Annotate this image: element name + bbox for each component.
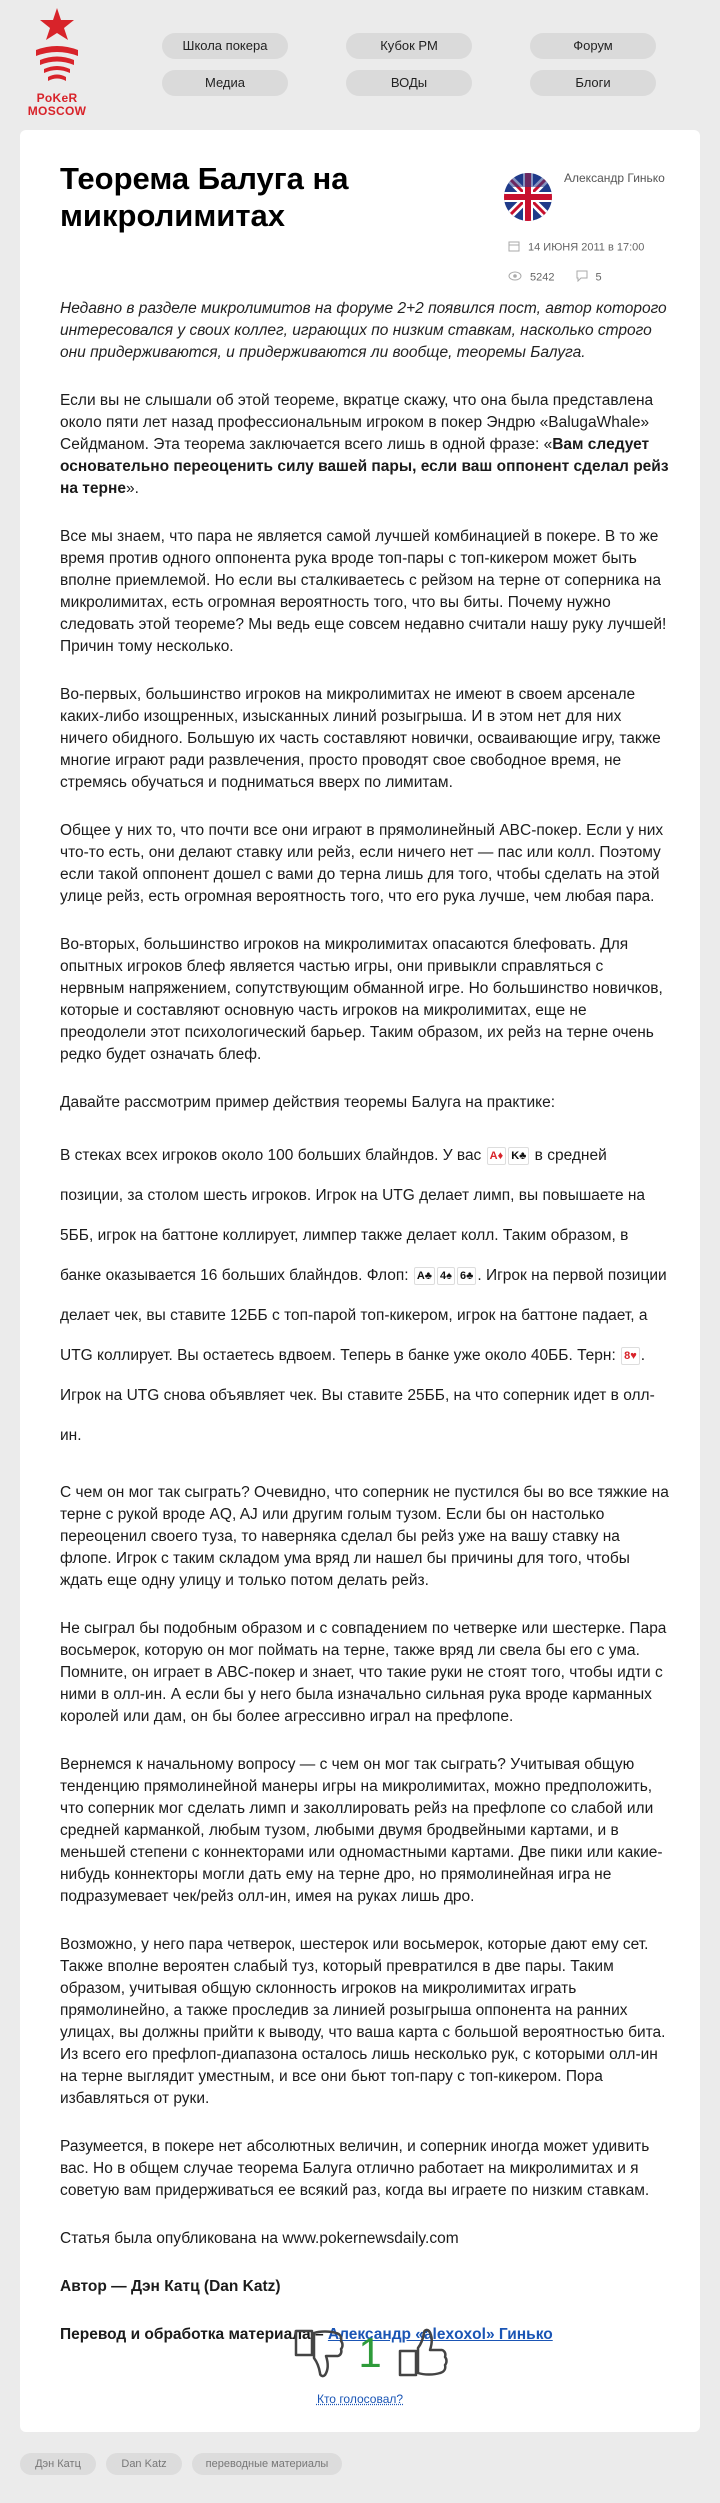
hole-cards [486, 1147, 531, 1164]
playing-card: 6♣ [457, 1267, 476, 1285]
playing-card: A♦ [487, 1147, 507, 1165]
source-note: Статья была опубликована на www.pokernewsdaily.com [60, 2230, 459, 2247]
tag-item[interactable]: переводные материалы [192, 2453, 342, 2475]
comment-icon[interactable] [576, 270, 588, 285]
nav-media[interactable]: Медиа [162, 70, 288, 96]
vote-widget [290, 2325, 450, 2385]
article-title: Теорема Балуга на микролимитах [60, 161, 349, 233]
paragraph: Если вы не слышали об этой теореме, вкратце скажу, что она была представлена около пяти лет назад профессиональным игроком в покер Эндрю «BalugaWhale» Сейдманом. Эта теорема заключается всего лишь в одной фразе: «Вам следует основательно переоценить силу вашей пары, если ваш оппонент сделал рейз на терне». [60, 392, 669, 497]
translator-link[interactable]: Александр «alexoxol» Гинько [327, 2326, 553, 2343]
author-avatar[interactable] [504, 173, 552, 221]
playing-card: 8♥ [621, 1347, 640, 1365]
paragraph: Все мы знаем, что пара не является самой лучшей комбинацией в покере. В то же время против одного оппонента рука вроде топ-пары с топ-кикером может быть вполне приемлемой. Но если вы сталкиваетесь с рейзом на терне от соперника на микролимитах, есть огромная вероятность того, что вы биты. Почему нужно следовать этой теореме? Мы ведь еще совсем недавно считали нашу руку лучшей! Причин тому несколько. [60, 528, 667, 655]
paragraph: Давайте рассмотрим пример действия теоремы Балуга на практике: [60, 1094, 556, 1111]
paragraph: Во-первых, большинство игроков на микролимитах не имеют в своем арсенале каких-либо изощренных, изысканных линий розыгрыша. И в этом нет для них ничего обидного. Большую их часть составляют новички, осваивающие игру, также многие играют ради развлечения, просто проводят свое свободное время, не стремясь обучаться и подниматься вверх по лимитам. [60, 686, 661, 791]
paragraph: Разумеется, в покере нет абсолютных величин, и соперник иногда может удивить вас. Но в общем случае теорема Балуга отлично работает на микролимитах и я советую вам придерживаться ее всякий раз, когда вы играете по низким ставкам. [60, 2138, 650, 2199]
paragraph: Вернемся к начальному вопросу — с чем он мог так сыграть? Учитывая общую тенденцию прямолинейной манеры игры на микролимитах, можно предположить, что соперник мог сделать лимп и заколлировать рейз на префлопе со слабой или средней карманкой, любым тузом, любыми двумя бродвейными картами, и в меньшей степени с коннекторами или одномастными картами. Две пики или какие-нибудь коннекторы могли дать ему на терне дро, но прямолинейная игра не подразумевает чек/рейз олл-ин, имея на руках лишь дро. [60, 1756, 663, 1905]
nav-blogs[interactable]: Блоги [530, 70, 656, 96]
nav-vods[interactable]: ВОДы [346, 70, 472, 96]
paragraph: Во-вторых, большинство игроков на микролимитах опасаются блефовать. Для опытных игроков блеф является частью игры, они привыкли справляться с нервным напряжением, сопутствующим обманной игре. Но большинство новичков, которые и составляют основную часть игроков на микролимитах, еще не преодолели этот психологический барьер. Таким образом, их рейз на терне очень редко будет означать блеф. [60, 936, 663, 1063]
logo-emblem-icon [22, 6, 92, 92]
turn-card [620, 1347, 641, 1364]
thumbs-up-icon[interactable] [394, 2325, 450, 2381]
flop-cards [413, 1267, 477, 1284]
credit-author: Автор — Дэн Катц (Dan Katz) [60, 2278, 281, 2295]
logo-text: PoKeR MOSCOW [27, 91, 87, 118]
site-logo[interactable] [22, 6, 92, 126]
hand-example-paragraph: В стеках всех игроков около 100 больших блайндов. У вас A♦ K♣ в средней позиции, за столом шесть игроков. Игрок на UTG делает лимп, вы повышаете на 5ББ, игрок на баттоне коллирует, лимпер также делает колл. Таким образом, в банке оказывается 16 больших блайндов. Флоп: A♣ 4♠ 6♣ . Игрок на первой позиции делает чек, вы ставите 12ББ с топ-парой топ-кикером, игрок на баттоне падает, а UTG коллирует. Вы остаетесь вдвоем. Теперь в банке уже около 40ББ. Терн: 8♥ . Игрок на UTG снова объявляет чек. Вы ставите 25ББ, на что соперник идет в олл-ин. [60, 1147, 667, 1444]
article-lead: Недавно в разделе микролимитов на форуме 2+2 появился пост, автор которого интересовался у своих коллег, играющих по низким ставкам, насколько строго они придерживаются, и придерживаются ли вообще, теоремы Балуга. [60, 300, 667, 361]
publish-date: 14 ИЮНЯ 2011 в 17:00 [508, 240, 644, 255]
paragraph: Общее у них то, что почти все они играют в прямолинейный ABC-покер. Если у них что-то есть, они делают ставку или рейз, если ничего нет — пас или колл. Поэтому если такой оппонент дошел с вами до терна лишь для того, чтобы сделать на этой улице рейз, есть огромная вероятность того, что его рука лучше, чем любая пара. [60, 822, 664, 905]
paragraph: Возможно, у него пара четверок, шестерок или восьмерок, которые дают ему сет. Также вполне вероятен слабый туз, который превратился в две пары. Таким образом, учитывая общую склонность игроков на микролимитах играть прямолинейно, а также проследив за линией розыгрыша оппонента на ранних улицах, вы должны прийти к выводу, что ваша карта с большой вероятностью бита. Из всего его префлоп-диапазона осталось лишь несколько рук, с которыми олл-ин на терне выглядит уместным, и все они бьют топ-пару с топ-кикером. Пора избавляться от руки. [60, 1936, 666, 2107]
playing-card: 4♠ [437, 1267, 455, 1285]
playing-card: K♣ [508, 1147, 529, 1165]
eye-icon [508, 271, 522, 284]
article-body [60, 298, 670, 2372]
paragraph: С чем он мог так сыграть? Очевидно, что соперник не пустился бы во все тяжкие на терне с рукой вроде AQ, AJ или другим голым тузом. Если бы он настолько переоценил своего туза, то наверняка сделал бы рейз уже на вашу ставку на флопе. Игрок с таким складом ума вряд ли нашел бы причины для того, чтобы ждать еще одну улицу и только потом делать рейз. [60, 1484, 669, 1589]
paragraph: Не сыграл бы подобным образом и с совпадением по четверке или шестерке. Пара восьмерок, которую он мог поймать на терне, также вряд ли свела бы его с ума. Помните, он играет в ABC-покер и знает, что такие руки не стоят того, чтобы идти с ними в олл-ин. А если бы у него была изначально сильная рука вроде карманных королей или дам, он бы более агрессивно играл на префлопе. [60, 1620, 667, 1725]
views-count: 5242 [530, 271, 555, 284]
author-name[interactable]: Александр Гинько [564, 171, 665, 185]
comments-count[interactable]: 5 [595, 271, 602, 284]
article-card [20, 130, 700, 2432]
credit-translation: Перевод и обработка материала – Александр «alexoxol» Гинько [60, 2326, 553, 2343]
calendar-icon [508, 240, 520, 255]
nav-forum[interactable]: Форум [530, 33, 656, 59]
nav-rm-cup[interactable]: Кубок РМ [346, 33, 472, 59]
tag-item[interactable]: Dan Katz [106, 2453, 182, 2475]
who-voted [20, 2392, 700, 2406]
thumbs-down-icon[interactable] [290, 2325, 346, 2381]
avatar-flag-icon [504, 173, 552, 221]
nav-poker-school[interactable]: Школа покера [162, 33, 288, 59]
who-voted-link[interactable]: Кто голосовал? [316, 2392, 404, 2406]
article-stats [508, 270, 602, 285]
playing-card: A♣ [414, 1267, 435, 1285]
tag-item[interactable]: Дэн Катц [20, 2453, 96, 2475]
vote-count: 1 [358, 2329, 382, 2376]
